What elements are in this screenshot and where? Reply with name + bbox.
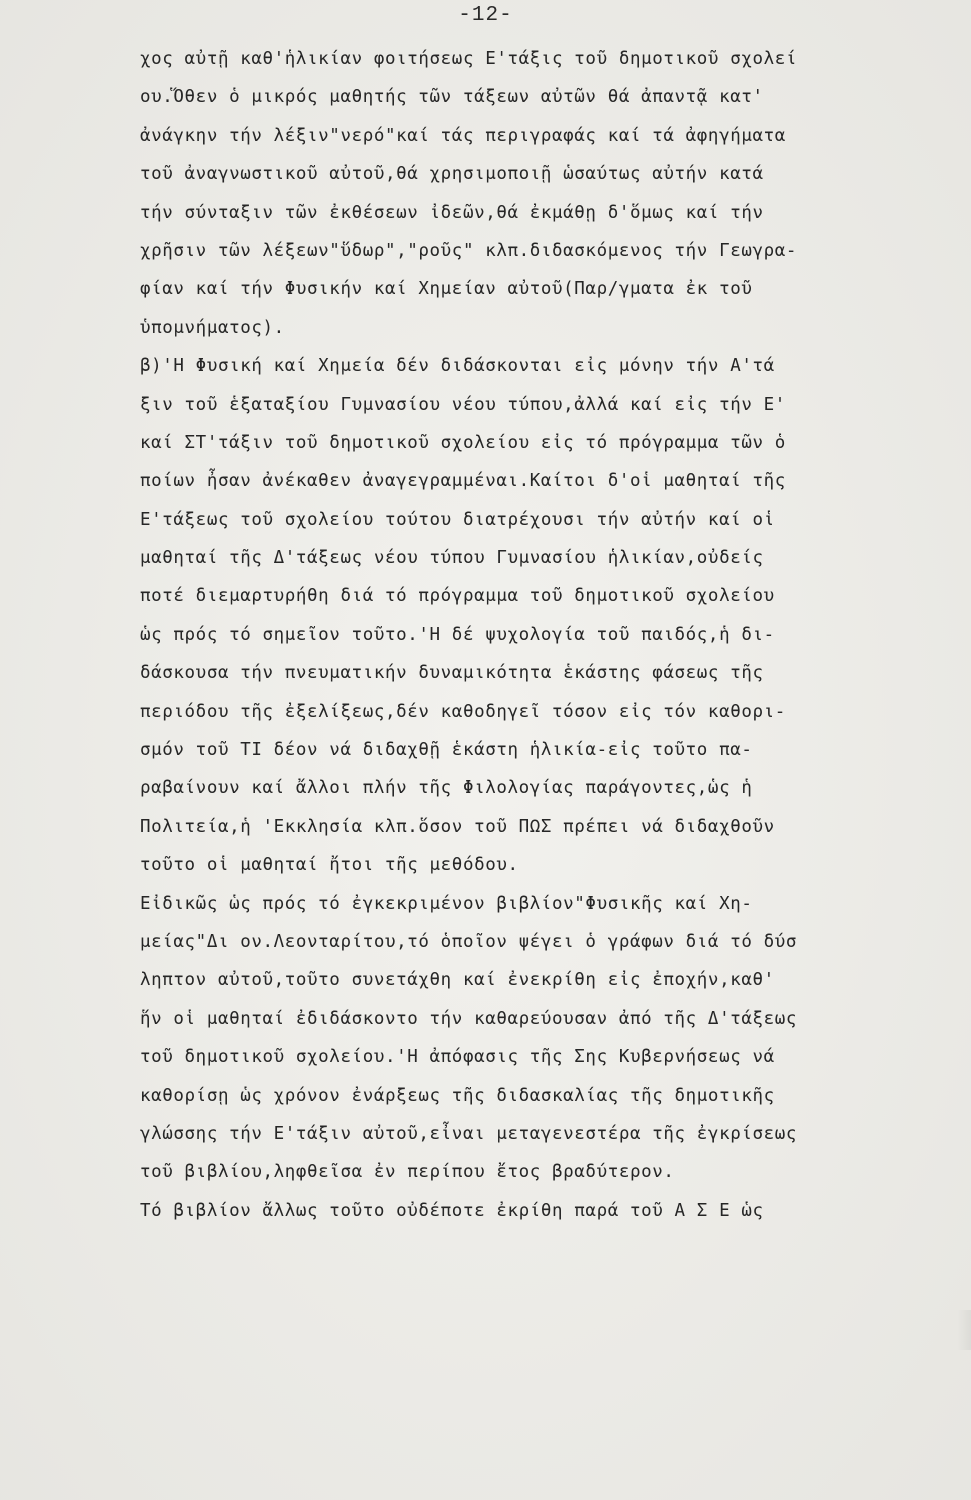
page-number: -12- (458, 4, 513, 27)
text-line: ληπτον αὐτοῦ,τοῦτο συνετάχθη καί ἐνεκρίθη εἰς ἐποχήν,καθ' (140, 970, 775, 991)
text-line: μαθηταί τῆς Δ'τάξεως νέου τύπου Γυμνασίου ἡλικίαν,οὐδείς (140, 548, 764, 569)
text-line: περιόδου τῆς ἐξελίξεως,δέν καθοδηγεῖ τόσον εἰς τόν καθορι- (140, 701, 786, 722)
text-line: ποίων ἦσαν ἀνέκαθεν ἀναγεγραμμέναι.Καίτοι δ'οἱ μαθηταί τῆς (140, 471, 786, 492)
document-body (140, 40, 940, 1230)
text-line: Εἰδικῶς ὡς πρός τό ἐγκεκριμένον βιβλίον"Φυσικῆς καί Χη- (140, 893, 753, 914)
text-line: ἀνάγκην τήν λέξιν"νερό"καί τάς περιγραφάς καί τά ἀφηγήματα (140, 125, 786, 146)
text-line: Ε'τάξεως τοῦ σχολείου τούτου διατρέχουσι τήν αὐτήν καί οἱ (140, 509, 775, 530)
text-line: ὑπομνήματος). (140, 317, 285, 338)
text-line: β)'Η Φυσική καί Χημεία δέν διδάσκονται εἰς μόνην τήν Α'τά (140, 356, 775, 377)
text-line: ἥν οἱ μαθηταί ἐδιδάσκοντο τήν καθαρεύουσαν ἀπό τῆς Δ'τάξεως (140, 1008, 798, 1029)
text-line: δάσκουσα τήν πνευματικήν δυναμικότητα ἑκάστης φάσεως τῆς (140, 663, 764, 684)
text-line: τοῦ ἀναγνωστικοῦ αὐτοῦ,θά χρησιμοποιῇ ὡσαύτως αὐτήν κατά (140, 164, 764, 185)
text-line: ποτέ διεμαρτυρήθη διά τό πρόγραμμα τοῦ δημοτικοῦ σχολείου (140, 586, 775, 607)
text-line: καθορίσῃ ὡς χρόνον ἐνάρξεως τῆς διδασκαλίας τῆς δημοτικῆς (140, 1085, 775, 1106)
text-line: γλώσσης τήν Ε'τάξιν αὐτοῦ,εἶναι μεταγενεστέρα τῆς ἐγκρίσεως (140, 1123, 798, 1144)
text-line: τοῦ βιβλίου,ληφθεῖσα ἐν περίπου ἔτος βραδύτερον. (140, 1162, 675, 1183)
text-line: χρῆσιν τῶν λέξεων"ὕδωρ","ροῦς" κλπ.διδασκόμενος τήν Γεωγρα- (140, 240, 798, 261)
text-line: σμόν τοῦ ΤΙ δέον νά διδαχθῇ ἑκάστη ἡλικία-εἰς τοῦτο πα- (140, 740, 753, 761)
text-line: Πολιτεία,ἡ 'Εκκλησία κλπ.ὅσον τοῦ ΠΩΣ πρέπει νά διδαχθοῦν (140, 816, 775, 837)
text-line: ὡς πρός τό σημεῖον τοῦτο.'Η δέ ψυχολογία τοῦ παιδός,ἡ δι- (140, 624, 775, 645)
text-line: χος αὐτῇ καθ'ἡλικίαν φοιτήσεως Ε'τάξις τοῦ δημοτικοῦ σχολεί (140, 49, 798, 69)
text-line: φίαν καί τήν Φυσικήν καί Χημείαν αὐτοῦ(Παρ/γματα ἐκ τοῦ (140, 279, 753, 300)
text-line: τοῦ δημοτικοῦ σχολείου.'Η ἀπόφασις τῆς Σης Κυβερνήσεως νά (140, 1047, 775, 1068)
scan-edge-shadow (957, 1310, 971, 1350)
text-line: τοῦτο οἱ μαθηταί ἤτοι τῆς μεθόδου. (140, 855, 519, 876)
text-line: Τό βιβλίον ἄλλως τοῦτο οὐδέποτε ἐκρίθη παρά τοῦ Α Σ Ε ὡς (140, 1200, 764, 1221)
text-line: ραβαίνουν καί ἄλλοι πλήν τῆς Φιλολογίας παράγοντες,ὡς ἡ (140, 778, 753, 799)
text-line: μείας"Δι ον.Λεονταρίτου,τό ὁποῖον ψέγει ὁ γράφων διά τό δύσ (140, 931, 798, 952)
text-line: καί ΣΤ'τάξιν τοῦ δημοτικοῦ σχολείου εἰς τό πρόγραμμα τῶν ὁ (140, 432, 786, 453)
text-line: ξιν τοῦ ἑξαταξίου Γυμνασίου νέου τύπου,ἀλλά καί εἰς τήν Ε' (140, 394, 786, 415)
text-line: ου.Ὅθεν ὁ μικρός μαθητής τῶν τάξεων αὐτῶν θά ἀπαντᾷ κατ' (140, 87, 764, 108)
text-line: τήν σύνταξιν τῶν ἐκθέσεων ἰδεῶν,θά ἐκμάθῃ δ'ὅμως καί τήν (140, 202, 764, 223)
